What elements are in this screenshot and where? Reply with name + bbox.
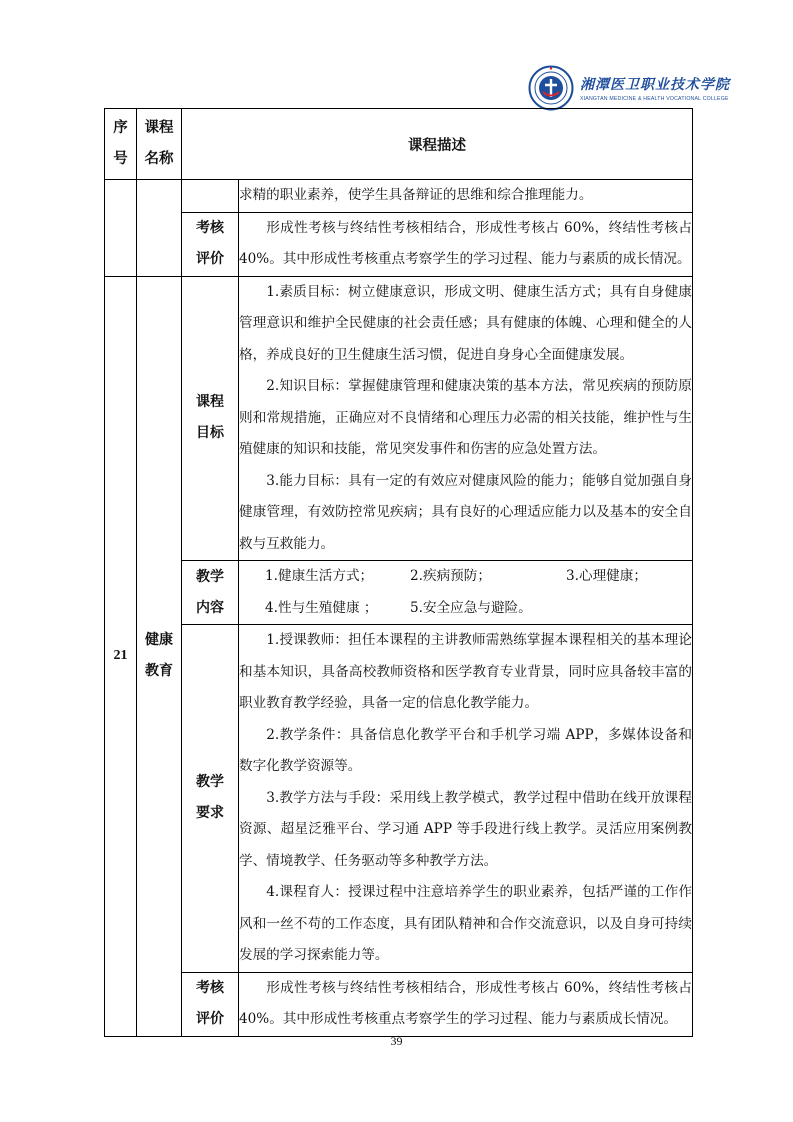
course21-name-line2: 教育: [145, 663, 173, 679]
course21-req-label-line2: 要求: [196, 805, 224, 822]
course21-req-methods: 3.教学方法与手段：采用线上教学模式，教学过程中借助在线开放课程资源、超星泛雅平台、学习通 APP 等手段进行线上教学。灵活应用案例教学、情境教学、任务驱动等多种教学方法。: [239, 789, 692, 869]
course21-name: [137, 276, 182, 1036]
course21-req-conditions: 2.教学条件：具备信息化教学平台和手机学习端 APP，多媒体设备和数字化教学资源等。: [239, 726, 692, 774]
header-name-line1: 课程: [144, 120, 174, 136]
table-header-row: [105, 109, 693, 180]
content-item: 4.性与生殖健康 ；: [265, 599, 378, 616]
course21-goals-row: [105, 276, 693, 561]
college-logo: [528, 64, 730, 112]
college-name-cn: 湘潭医卫职业技术学院: [580, 77, 730, 93]
prev-continuation-text: 求精的职业素养，使学生具备辩证的思维和综合推理能力。: [239, 187, 593, 203]
header-name-line2: 名称: [144, 151, 174, 167]
course21-assessment-label: [182, 972, 239, 1036]
course21-req-label: [182, 625, 239, 973]
course21-req-teacher: 1.授课教师：担任本课程的主讲教师需熟练掌握本课程相关的基本理论和基本知识，具备高校教师资格和医学教育专业背景，同时应具备较丰富的职业教育教学经验，具备一定的信息化教学能力。: [239, 632, 692, 711]
header-seq: [105, 109, 137, 180]
prev-name-cell: [137, 180, 182, 277]
course21-goals-label-line2: 目标: [196, 425, 224, 442]
prev-assessment-label: [182, 212, 239, 276]
prev-continuation: [239, 180, 693, 213]
course21-requirements: [239, 625, 693, 973]
course21-assessment-label-line1: 考核: [196, 980, 224, 996]
course21-seq: 21: [105, 276, 137, 1036]
course21-content-label-line1: 教学: [196, 568, 224, 585]
course21-goals: [239, 276, 693, 561]
course21-content-label-line2: 内容: [196, 599, 224, 616]
prev-sub-empty: [182, 180, 239, 213]
prev-assessment-label-line2: 评价: [196, 251, 224, 267]
prev-assessment-row: [105, 212, 693, 276]
course21-content-row: [105, 561, 693, 625]
course21-goal-knowledge: 2.知识目标：掌握健康管理和健康决策的基本方法，常见疾病的预防原则和常规措施，正确应对不良情绪和心理压力必需的相关技能，维护性与生殖健康的知识和技能，常见突发事件和伤害的应急处置方法。: [239, 378, 692, 457]
course-table: [104, 108, 693, 1037]
content-item: 1.健康生活方式；: [265, 568, 374, 584]
prev-assessment-label-line1: 考核: [196, 220, 224, 236]
content-item: 5.安全应急与避险。: [410, 599, 532, 616]
header-seq-line2: 号: [113, 151, 128, 167]
course21-content: [239, 561, 693, 625]
course21-goals-label: [182, 276, 239, 561]
course21-assessment-text: 形成性考核与终结性考核相结合，形成性考核占 60%，终结性考核占 40%。其中形成性考核重点考察学生的学习过程、能力与素质成长情况。: [239, 979, 692, 1027]
course21-goal-ability: 3.能力目标：具有一定的有效应对健康风险的能力；能够自觉加强自身健康管理，有效防控常见疾病；具有良好的心理适应能力以及基本的安全自救与互救能力。: [239, 472, 692, 552]
page-number: 39: [390, 1034, 403, 1048]
prev-continuation-row: [105, 180, 693, 213]
content-item: 2.疾病预防；: [410, 568, 491, 584]
course21-requirements-row: [105, 625, 693, 973]
prev-assessment-text: 形成性考核与终结性考核相结合，形成性考核占 60%，终结性考核占 40%。其中形成性考核重点考察学生的学习过程、能力与素质的成长情况。: [239, 219, 692, 267]
course21-name-line1: 健康: [145, 632, 173, 648]
course21-goal-quality: 1.素质目标：树立健康意识，形成文明、健康生活方式；具有自身健康管理意识和维护全民健康的社会责任感；具有健康的体魄、心理和健全的人格，养成良好的卫生健康生活习惯，促进自身身心全面健康发展。: [239, 283, 692, 363]
course21-content-label: [182, 561, 239, 625]
course21-req-education: 4.课程育人：授课过程中注意培养学生的职业素养，包括严谨的工作作风和一丝不苟的工作态度，具有团队精神和合作交流意识，以及自身可持续发展的学习探索能力等。: [239, 884, 692, 963]
header-name: [137, 109, 182, 180]
course21-req-label-line1: 教学: [196, 774, 224, 791]
prev-assessment: [239, 212, 693, 276]
course21-content-list: [239, 561, 692, 624]
course21-assessment: [239, 972, 693, 1036]
college-seal-icon: [528, 65, 574, 111]
prev-seq-cell: [105, 180, 137, 277]
college-name-en: XIANGTAN MEDICINE & HEALTH VOCATIONAL COLLEGE: [580, 96, 729, 102]
course21-assessment-label-line2: 评价: [196, 1011, 224, 1027]
course21-assessment-row: [105, 972, 693, 1036]
header-desc: 课程描述: [182, 109, 693, 180]
header-seq-line1: 序: [113, 120, 128, 136]
content-item: 3.心理健康；: [566, 568, 647, 584]
course21-goals-label-line1: 课程: [196, 394, 224, 411]
